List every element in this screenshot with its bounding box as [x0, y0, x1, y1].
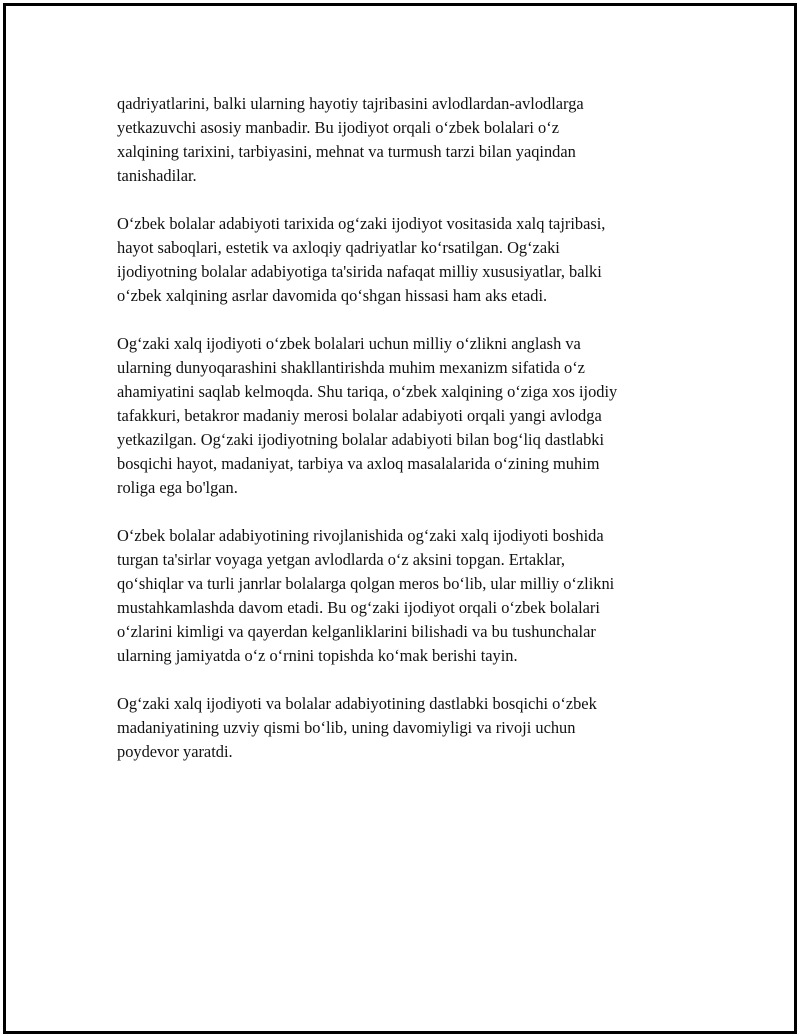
text-line: Og‘zaki xalq ijodiyoti va bolalar adabiyotining dastlabki bosqichi o‘zbek: [117, 694, 597, 713]
text-line: bosqichi hayot, madaniyat, tarbiya va axloq masalalarida o‘zining muhim: [117, 454, 600, 473]
paragraph-4: [117, 524, 697, 668]
text-line: o‘zlarini kimligi va qayerdan kelganliklarini bilishadi va bu tushunchalar: [117, 622, 596, 641]
text-line: turgan ta'sirlar voyaga yetgan avlodlarda o‘z aksini topgan. Ertaklar,: [117, 550, 566, 569]
text-line: roliga ega bo'lgan.: [117, 478, 238, 497]
paragraph-1: [117, 92, 697, 188]
text-line: ijodiyotning bolalar adabiyotiga ta'sirida nafaqat milliy xususiyatlar, balki: [117, 262, 602, 281]
paragraph-3: [117, 332, 697, 500]
document-body: [117, 92, 697, 788]
paragraph-5: [117, 692, 697, 764]
text-line: o‘zbek xalqining asrlar davomida qo‘shgan hissasi ham aks etadi.: [117, 286, 548, 305]
text-line: ularning dunyoqarashini shakllantirishda muhim mexanizm sifatida o‘z: [117, 358, 585, 377]
text-line: O‘zbek bolalar adabiyoti tarixida og‘zaki ijodiyot vositasida xalq tajribasi,: [117, 214, 606, 233]
text-line: Og‘zaki xalq ijodiyoti o‘zbek bolalari uchun milliy o‘zlikni anglash va: [117, 334, 581, 353]
text-line: yetkazilgan. Og‘zaki ijodiyotning bolalar adabiyoti bilan bog‘liq dastlabki: [117, 430, 605, 449]
text-line: O‘zbek bolalar adabiyotining rivojlanishida og‘zaki xalq ijodiyoti boshida: [117, 526, 604, 545]
paragraph-2: [117, 212, 697, 308]
text-line: qo‘shiqlar va turli janrlar bolalarga qolgan meros bo‘lib, ular milliy o‘zlikni: [117, 574, 615, 593]
text-line: xalqining tarixini, tarbiyasini, mehnat va turmush tarzi bilan yaqindan: [117, 142, 576, 161]
text-line: hayot saboqlari, estetik va axloqiy qadriyatlar ko‘rsatilgan. Og‘zaki: [117, 238, 560, 257]
text-line: ularning jamiyatda o‘z o‘rnini topishda ko‘mak berishi tayin.: [117, 646, 518, 665]
text-line: yetkazuvchi asosiy manbadir. Bu ijodiyot orqali o‘zbek bolalari o‘z: [117, 118, 559, 137]
text-line: poydevor yaratdi.: [117, 742, 233, 761]
text-line: tafakkuri, betakror madaniy merosi bolalar adabiyoti orqali yangi avlodga: [117, 406, 602, 425]
text-line: qadriyatlarini, balki ularning hayotiy tajribasini avlodlardan-avlodlarga: [117, 94, 584, 113]
text-line: madaniyatining uzviy qismi bo‘lib, uning davomiyligi va rivoji uchun: [117, 718, 576, 737]
text-line: mustahkamlashda davom etadi. Bu og‘zaki ijodiyot orqali o‘zbek bolalari: [117, 598, 600, 617]
text-line: tanishadilar.: [117, 166, 197, 185]
text-line: ahamiyatini saqlab kelmoqda. Shu tariqa, o‘zbek xalqining o‘ziga xos ijodiy: [117, 382, 618, 401]
